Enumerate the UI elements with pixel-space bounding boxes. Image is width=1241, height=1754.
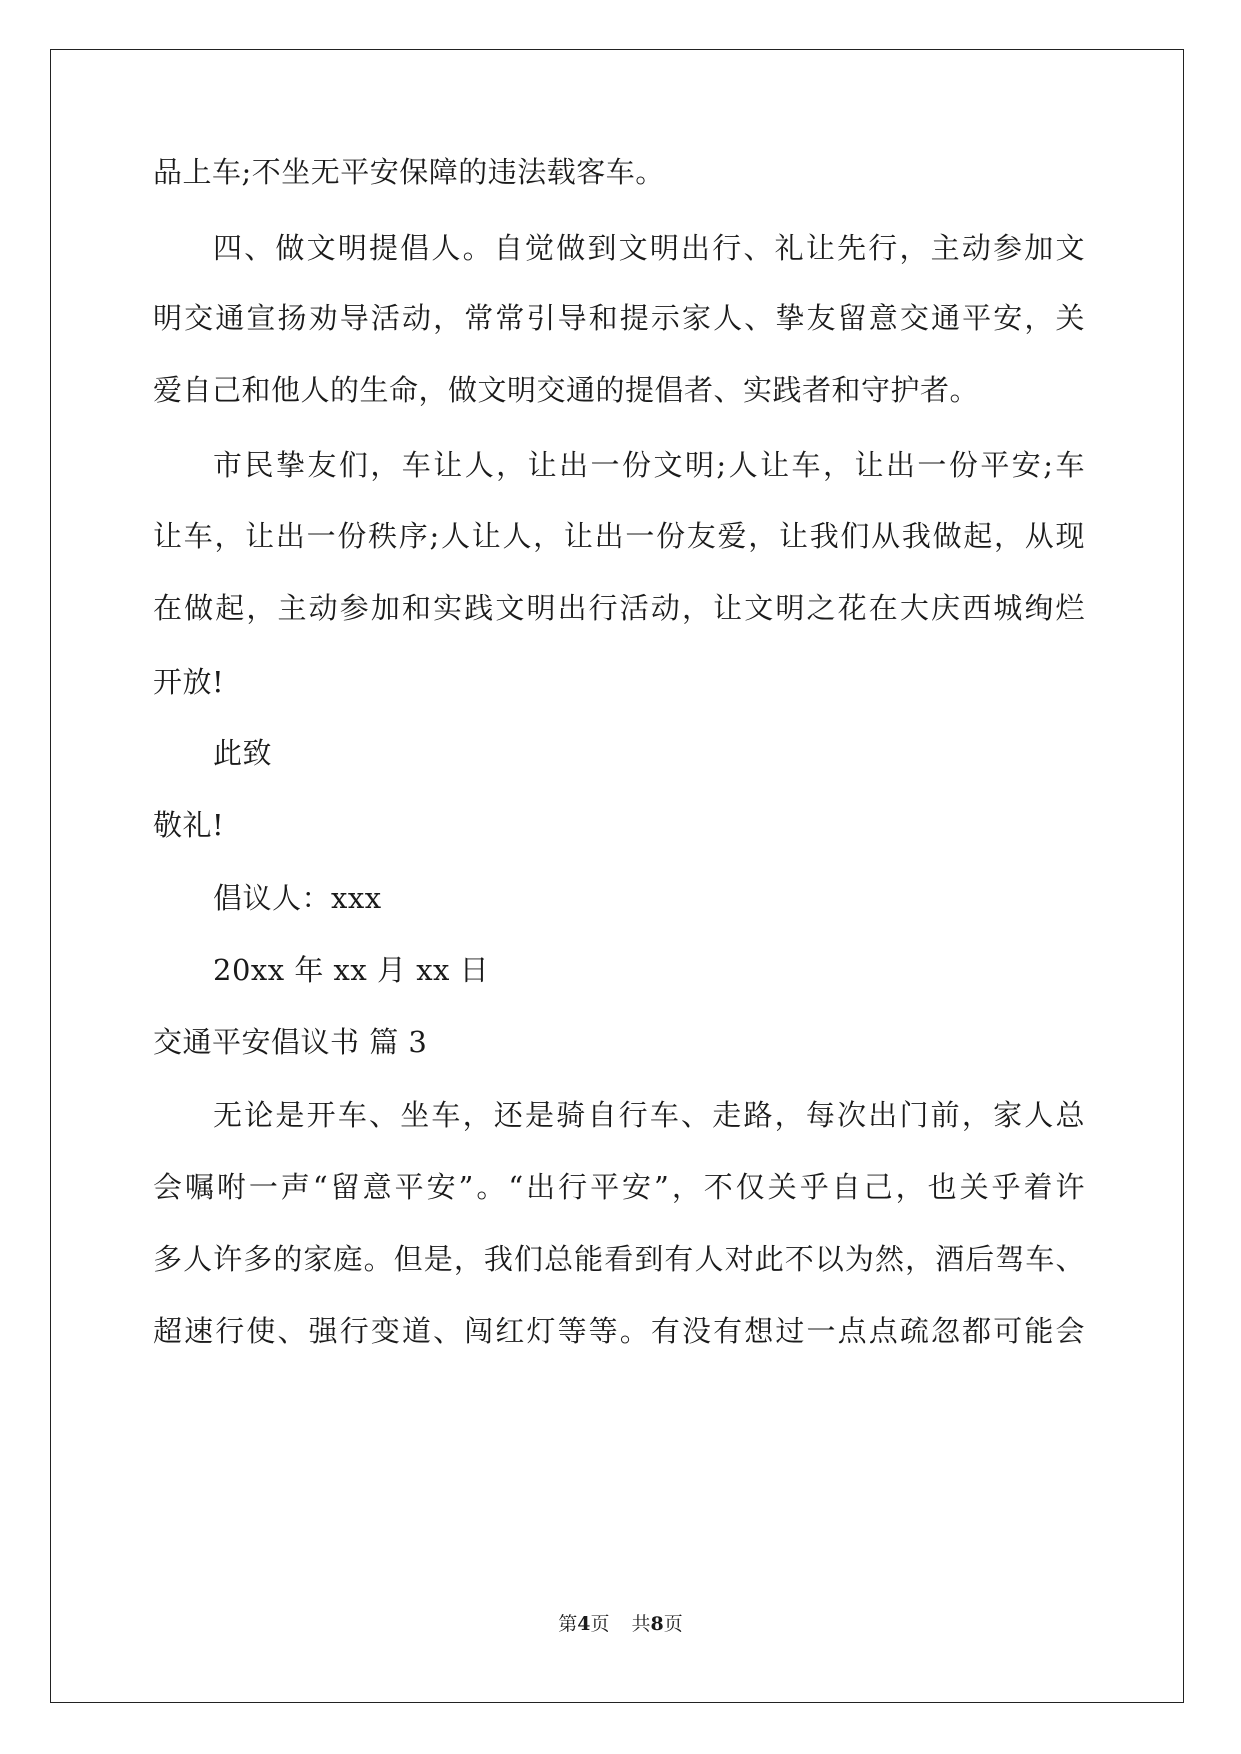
total-pages-number: 8 [650,1613,664,1635]
paragraph-5-line-4: 超速行使、强行变道、闯红灯等等。有没有想过一点点疏忽都可能会 [153,1314,1085,1348]
paragraph-5-line-2: 会嘱咐一声“留意平安”。“出行平安”，不仅关乎自己，也关乎着许 [153,1170,1085,1204]
paragraph-citizens-line-4: 开放! [153,665,225,699]
paragraph-citizens-line-3: 在做起，主动参加和实践文明出行活动，让文明之花在大庆西城绚烂 [153,591,1085,625]
paragraph-5-line-3: 多人许多的家庭。但是，我们总能看到有人对此不以为然，酒后驾车、 [153,1242,1085,1276]
text-line-1: 品上车;不坐无平安保障的违法载客车。 [153,155,665,189]
section-heading: 交通平安倡议书 篇 3 [153,1025,428,1059]
paragraph-citizens-line-1: 市民挚友们，车让人，让出一份文明;人让车，让出一份平安;车 [213,448,1085,482]
footer-prefix: 第 [558,1613,578,1635]
date-line: 20xx 年 xx 月 xx 日 [213,953,490,987]
signatory-line: 倡议人：xxx [213,881,382,915]
paragraph-4-line-1: 四、做文明提倡人。自觉做到文明出行、礼让先行，主动参加文 [213,231,1085,265]
paragraph-citizens-line-2: 让车，让出一份秩序;人让人，让出一份友爱，让我们从我做起，从现 [153,519,1085,553]
footer-total-suffix: 页 [663,1613,683,1635]
current-page-number: 4 [577,1613,591,1635]
closing-salutation: 此致 [213,736,273,770]
paragraph-5-line-1: 无论是开车、坐车，还是骑自行车、走路，每次出门前，家人总 [213,1098,1085,1132]
footer-total-prefix: 共 [631,1613,651,1635]
paragraph-4-line-2: 明交通宣扬劝导活动，常常引导和提示家人、挚友留意交通平安，关 [153,301,1085,335]
footer-page-suffix: 页 [590,1613,610,1635]
page-footer [0,1612,1241,1636]
paragraph-4-line-3: 爱自己和他人的生命，做文明交通的提倡者、实践者和守护者。 [153,373,980,407]
closing-regards: 敬礼! [153,808,225,842]
